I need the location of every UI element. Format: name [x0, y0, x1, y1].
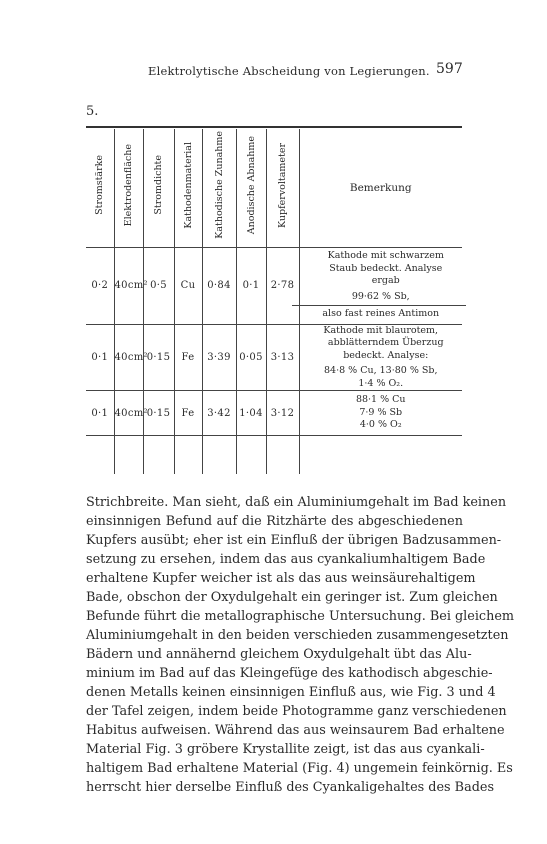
remark-line: 4·0 % O₂ [359, 419, 402, 431]
body-line: Habitus aufweisen. Während das aus weinsaurem Bad erhaltene [86, 723, 505, 738]
remark-line: Staub bedeckt. Analyse [329, 262, 443, 274]
remark-line: also fast reines Antimon [322, 308, 440, 320]
cell-kathodenmaterial: Fe [174, 324, 202, 391]
cell-kupfervoltameter: 2·78 [266, 247, 299, 324]
body-line: setzung zu ersehen, indem das aus cyankaliumhaltigem Bade [86, 552, 486, 567]
cell-elektrodenflaeche: 40cm² [114, 391, 143, 436]
cell-bemerkung [299, 247, 462, 324]
header-anodische-abnahme: Anodische Abnahme [236, 129, 266, 247]
cell-kathodische-zunahme: 0·84 [202, 247, 236, 324]
cell-bemerkung [299, 391, 462, 436]
body-line: Aluminiumgehalt in den beiden verschieden zusammengesetzten [86, 628, 509, 643]
cell-elektrodenflaeche: 40cm² [114, 247, 143, 324]
header-bemerkung: Bemerkung [299, 129, 462, 247]
table-row [86, 247, 462, 324]
cell-stromdichte: 0·5 [143, 247, 174, 324]
body-line: einsinnigen Befund auf die Ritzhärte des abgeschiedenen [86, 514, 463, 529]
body-line: Befunde führt die metallographische Untersuchung. Bei gleichem [86, 609, 515, 624]
remark-line: 7·9 % Sb [359, 406, 403, 418]
header-kathodische-zunahme: Kathodische Zunahme [202, 129, 236, 247]
page-number: 597 [436, 61, 463, 77]
cell-anodische-abnahme: 0·1 [236, 247, 266, 324]
header-kathodenmaterial: Kathodenmaterial [174, 129, 202, 247]
body-line: denen Metalls keinen einsinnigen Einfluß aus, wie Fig. 3 und 4 [86, 685, 496, 700]
remark-line: Kathode mit blaurotem, [323, 324, 439, 336]
cell-kathodische-zunahme: 3·42 [202, 391, 236, 436]
remark-line: ergab [371, 275, 400, 287]
cell-anodische-abnahme: 1·04 [236, 391, 266, 436]
body-line: Kupfers ausübt; eher ist ein Einfluß der übrigen Badzusammen- [86, 533, 502, 548]
cell-stromstaerke: 0·2 [86, 247, 114, 324]
table-top-rule [86, 126, 462, 128]
cell-elektrodenflaeche: 40cm² [114, 324, 143, 391]
body-line: herrscht hier derselbe Einfluß des Cyankaligehaltes des Bades [86, 780, 495, 795]
cell-kathodenmaterial: Fe [174, 391, 202, 436]
body-line: Material Fig. 3 gröbere Krystallite zeigt, ist das aus cyankali- [86, 742, 485, 757]
remark-line: abblätterndem Überzug [327, 337, 444, 348]
cell-stromstaerke: 0·1 [86, 324, 114, 391]
cell-kupfervoltameter: 3·12 [266, 391, 299, 436]
body-text [86, 493, 515, 797]
remark-line: 84·8 % Cu, 13·80 % Sb, [323, 365, 438, 376]
header-elektrodenflaeche: Elektrodenfläche [114, 129, 143, 247]
cell-stromdichte: 0·15 [143, 324, 174, 391]
remark-line: 1·4 % O₂. [358, 377, 404, 389]
remark-line: Kathode mit schwarzem [327, 250, 444, 262]
cell-anodische-abnahme: 0·05 [236, 324, 266, 391]
table-row-empty [86, 436, 462, 474]
cell-stromstaerke: 0·1 [86, 391, 114, 436]
cell-kupfervoltameter: 3·13 [266, 324, 299, 391]
body-line: Bade, obschon der Oxydulgehalt ein geringer ist. Zum gleichen [86, 590, 498, 605]
body-line: minium im Bad auf das Kleingefüge des kathodisch abgeschie- [86, 666, 493, 681]
remark-divider [292, 305, 467, 306]
remark-line: 99·62 % Sb, [351, 290, 410, 302]
body-line: erhaltene Kupfer weicher ist als das aus weinsäurehaltigem [86, 571, 476, 586]
header-kupfervoltameter: Kupfervoltameter [266, 129, 299, 247]
table-row [86, 324, 462, 391]
remark-line: bedeckt. Analyse: [343, 349, 429, 361]
data-table [86, 129, 462, 474]
cell-stromdichte: 0·15 [143, 391, 174, 436]
header-stromstaerke: Stromstärke [86, 129, 114, 247]
table-number: 5. [86, 104, 99, 119]
body-line: Bädern und annähernd gleichem Oxydulgehalt übt das Alu- [86, 647, 472, 662]
body-line: haltigem Bad erhaltene Material (Fig. 4) ungemein feinkörnig. Es [86, 761, 513, 776]
table-header-row [86, 129, 462, 247]
cell-kathodenmaterial: Cu [174, 247, 202, 324]
body-line: der Tafel zeigen, indem beide Photogramme ganz verschiedenen [86, 704, 507, 719]
cell-bemerkung [299, 324, 462, 391]
cell-kathodische-zunahme: 3·39 [202, 324, 236, 391]
running-head: Elektrolytische Abscheidung von Legierungen. [148, 64, 430, 78]
remark-line: 88·1 % Cu [355, 394, 406, 406]
header-stromdichte: Stromdichte [143, 129, 174, 247]
body-line: Strichbreite. Man sieht, daß ein Aluminiumgehalt im Bad keinen [86, 495, 507, 510]
table-row [86, 391, 462, 436]
